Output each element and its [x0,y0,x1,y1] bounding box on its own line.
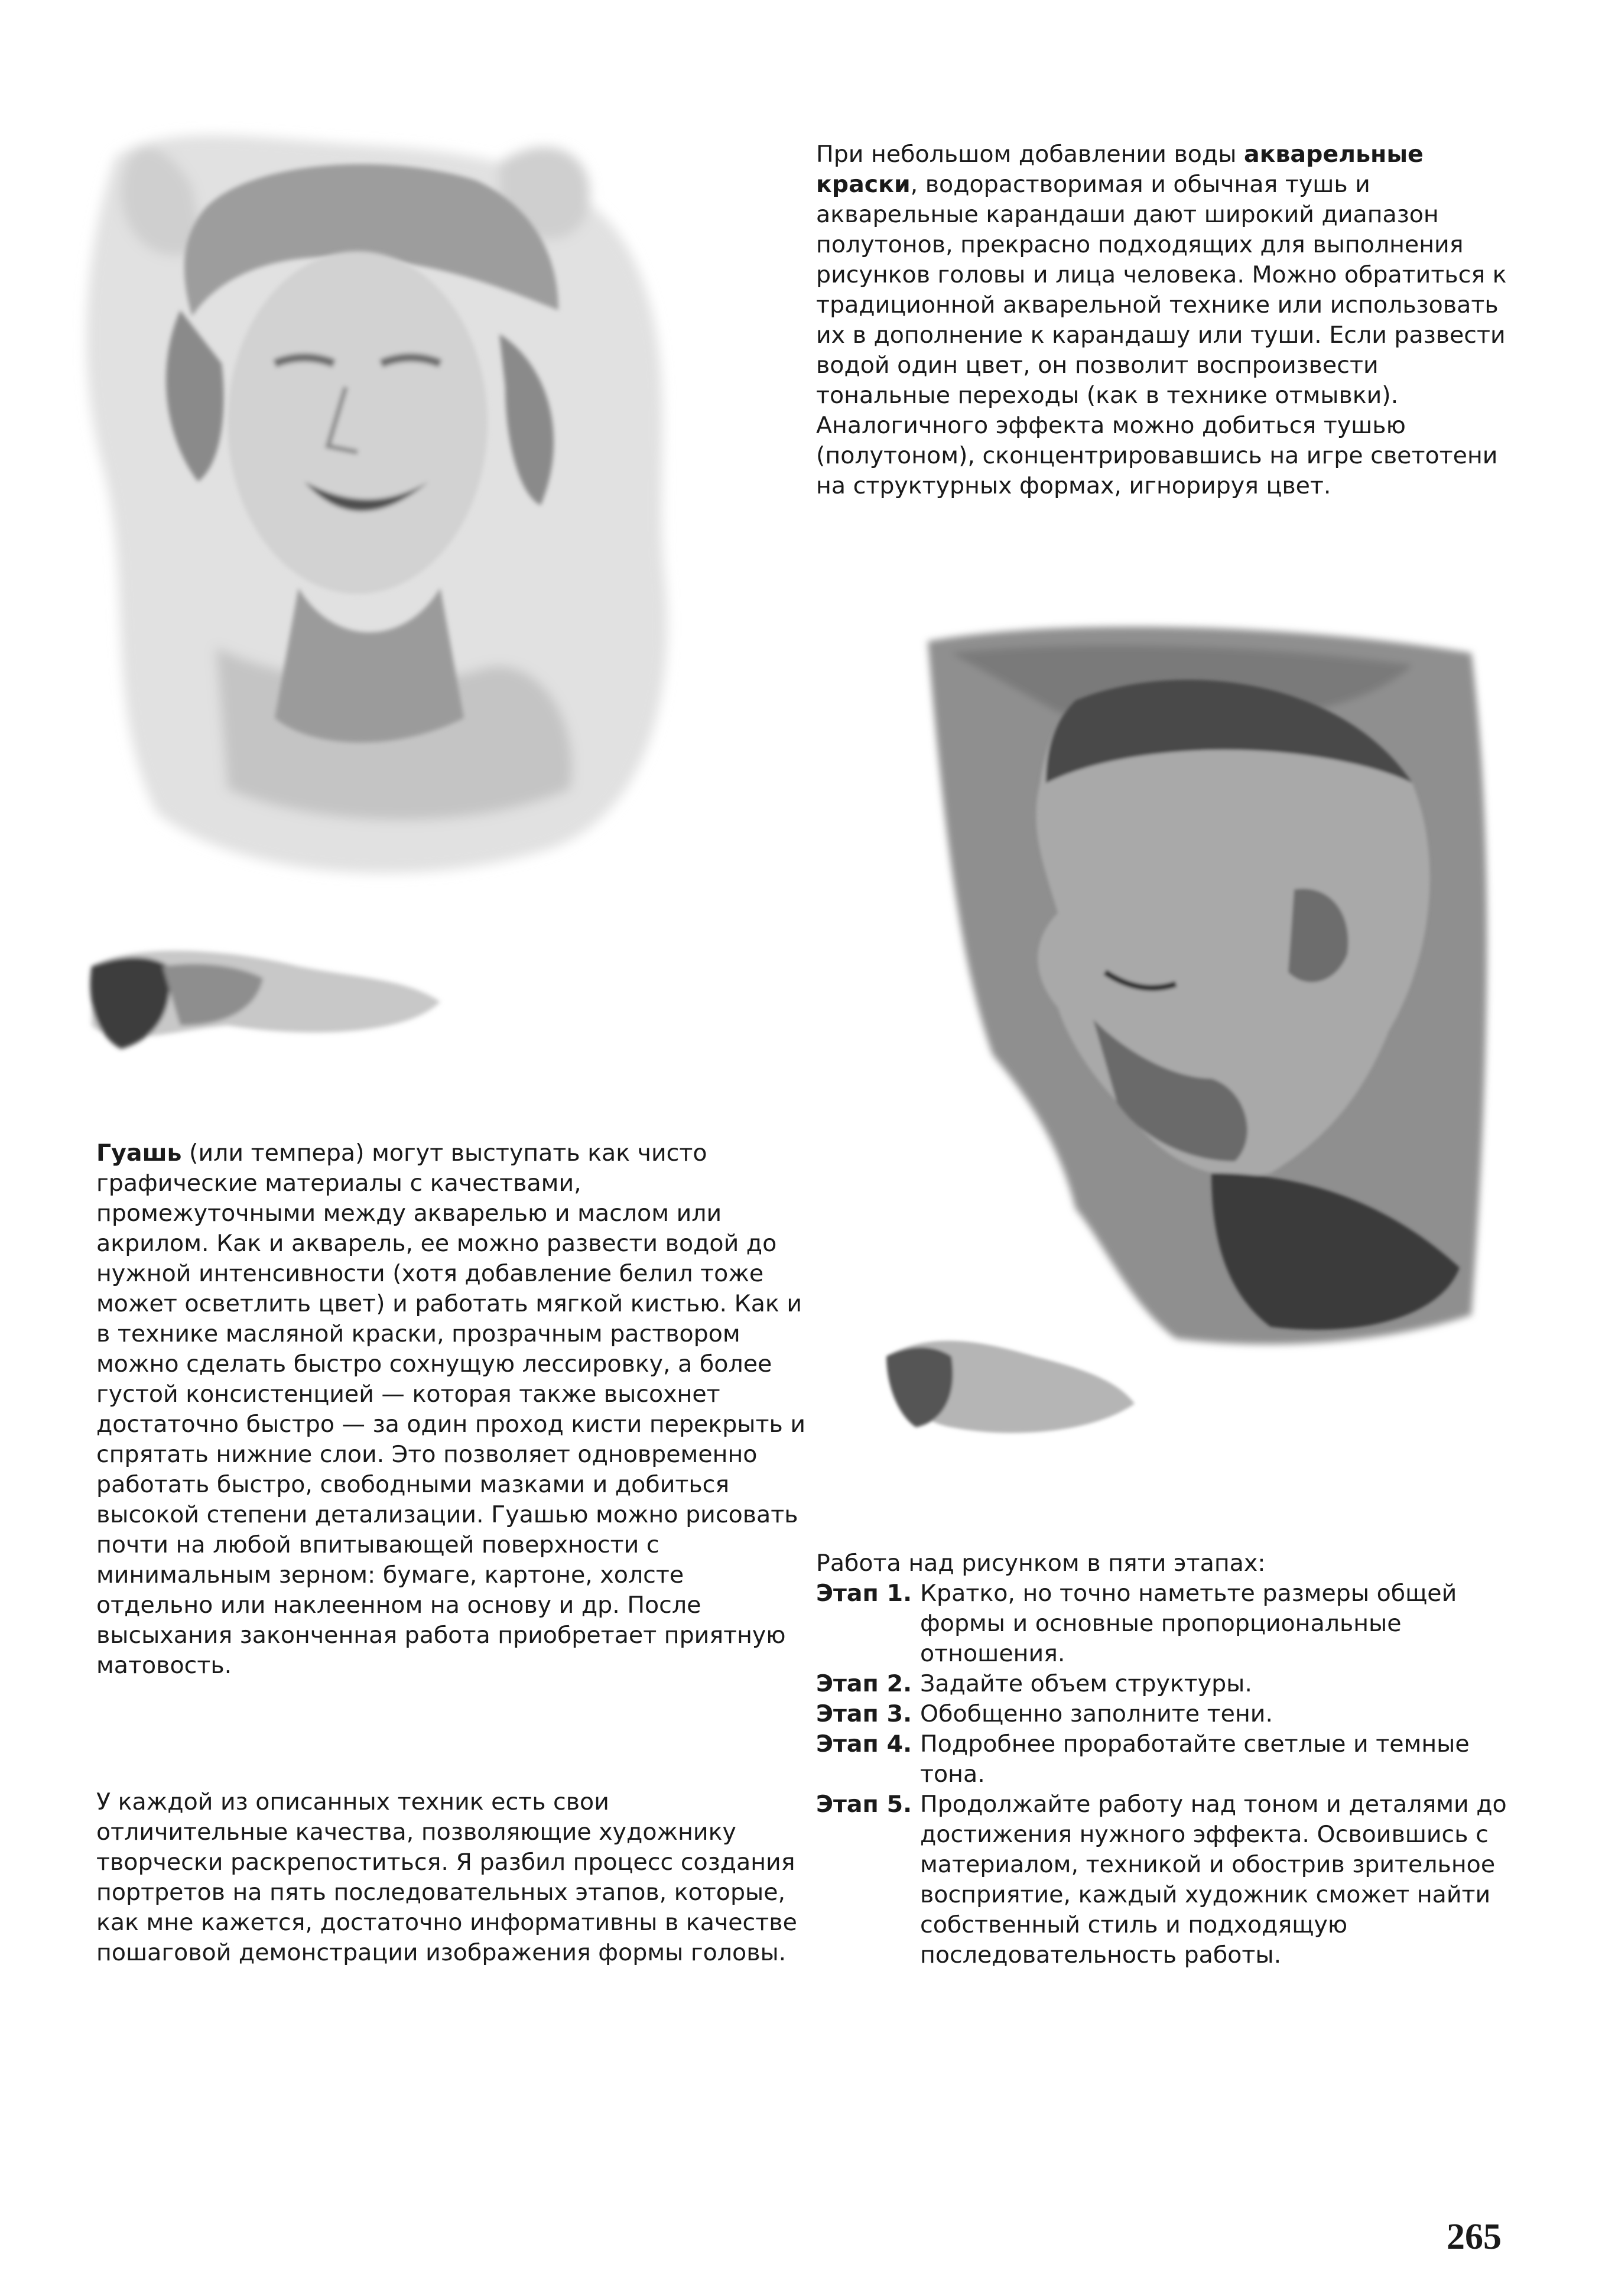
step-5 [816,1790,1525,1970]
color-swatch-watercolor [90,951,440,1049]
step-label: Этап 5. [816,1791,912,1818]
step-1 [816,1579,1525,1669]
steps-intro: Работа над рисунком в пяти этапах: [816,1550,1266,1577]
step-label: Этап 3. [816,1700,912,1727]
watercolor-rest: , водорастворимая и обычная тушь и акварельные карандаши дают широкий диапазон полутонов, прекрасно подходящих для выполнения рисунков головы и лица человека. Можно обратиться к традиционной акварельной технике или использовать их в дополнение к карандашу или туши. Если развести водой один цвет, он позволит воспроизвести тональные переходы (как в технике отмывки). Аналогичного эффекта можно добиться тушью (полутоном), сконцентрировавшись на игре светотени на структурных формах, игнорируя цвет. [816,171,1507,499]
step-text: Продолжайте работу над тоном и деталями до достижения нужного эффекта. Освоившись с материалом, техникой и обострив зрительное восприятие, каждый художник сможет найти собственный стиль и подходящую последовательность работы. [920,1791,1507,1969]
step-text: Кратко, но точно наметьте размеры общей формы и основные пропорциональные отношения. [920,1580,1457,1667]
step-label: Этап 1. [816,1580,912,1607]
gouache-portrait-man [880,606,1519,1457]
watercolor-lead: При небольшом добавлении воды [816,141,1244,168]
step-4 [816,1729,1525,1790]
step-text: Обобщенно заполните тени. [920,1700,1273,1727]
steps-list [816,1548,1525,1970]
gouache-rest: (или темпера) могут выступать как чисто графические материалы с качествами, промежуточными между акварелью и маслом или акрилом. Как и акварель, ее можно развести водой до нужной интенсивности (хотя добавление белил тоже может осветлить цвет) и работать мягкой кистью. Как и в технике масляной краски, прозрачным раствором можно сделать быстро сохнущую лессировку, а более густой консистенцией — которая также высохнет достаточно быстро — за один проход кисти перекрыть и спрятать нижние слои. Это позволяет одновременно работать быстро, свободными мазками и добиться высокой степени детализации. Гуашью можно рисовать почти на любой впитывающей поверхности с минимальным зерном: бумаге, картоне, холсте отдельно или наклеенном на основу и др. После высыхания законченная работа приобретает приятную матовость. [96,1139,805,1679]
watercolor-bold-term: акварельные краски [816,141,1424,198]
watercolor-portrait-woman [50,56,724,1096]
step-text: Задайте объем структуры. [920,1670,1252,1697]
step-2 [816,1669,1525,1699]
step-label: Этап 4. [816,1730,912,1758]
page-number: 265 [1447,2217,1502,2257]
color-swatch-gouache [886,1341,1135,1433]
step-label: Этап 2. [816,1670,912,1697]
paragraph-watercolor [816,139,1513,501]
step-text: Подробнее проработайте светлые и темные тона. [920,1730,1470,1788]
paragraph-gouache [96,1138,805,1681]
step-3 [816,1699,1525,1729]
paragraph-techniques: У каждой из описанных техник есть свои отличительные качества, позволяющие художнику творчески раскрепоститься. Я разбил процесс создания портретов на пять последовательных этапов, которые, как мне кажется, достаточно информативны в качестве пошаговой демонстрации изображения формы головы. [96,1788,797,1966]
gouache-bold-term: Гуашь [96,1139,182,1167]
